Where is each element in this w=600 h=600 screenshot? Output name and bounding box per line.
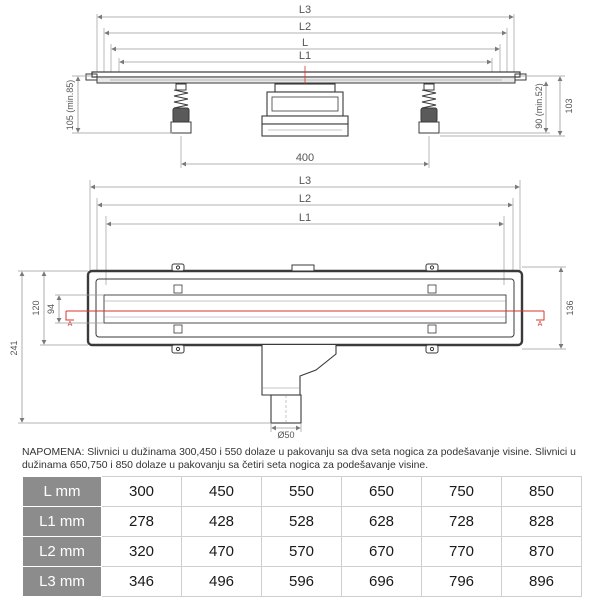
table-cell: 496	[182, 567, 262, 597]
note-text: NAPOMENA: Slivnici u dužinama 300,450 i 550 dolaze u pakovanju sa dva seta nogica za podešavanje visine. Slivnici u dužinama 650,750 i 850 dolaze u pakovanju sa četiri seta nogica za podešavanje visine.	[22, 447, 576, 471]
label-120: 120	[31, 300, 41, 316]
table-cell: 728	[422, 507, 502, 537]
adjustable-foot-right	[419, 84, 439, 133]
dimension-l1-top	[119, 50, 492, 72]
dimension-height-right	[440, 76, 574, 136]
label-l: L	[301, 37, 309, 49]
row-header: L mm	[23, 477, 102, 507]
adjustable-foot-left	[171, 84, 191, 133]
row-header: L3 mm	[23, 567, 102, 597]
dimension-foot-spacing	[181, 136, 429, 168]
table-cell: 628	[342, 507, 422, 537]
dimension-l2-plan	[97, 193, 513, 272]
label-plan-l1: L1	[298, 212, 312, 224]
label-l2: L2	[298, 21, 312, 33]
label-height-right-outer: 103	[564, 98, 574, 114]
table-cell: 450	[182, 477, 262, 507]
dimension-height-left	[65, 76, 172, 133]
label-l1: L1	[298, 50, 312, 62]
row-header: L1 mm	[23, 507, 102, 537]
label-plan-l2: L2	[298, 193, 312, 205]
table-cell: 870	[502, 537, 582, 567]
label-plan-l3: L3	[298, 175, 312, 187]
table-cell: 278	[102, 507, 182, 537]
table-row	[23, 567, 582, 597]
plan-view	[9, 175, 575, 440]
table-cell: 528	[262, 507, 342, 537]
table-cell: 770	[422, 537, 502, 567]
label-height-left: 105 (min.85)	[65, 79, 75, 131]
table-cell: 570	[262, 537, 342, 567]
dimension-plan-right	[522, 267, 575, 349]
table-cell: 670	[342, 537, 422, 567]
table-cell: 896	[502, 567, 582, 597]
table-cell: 320	[102, 537, 182, 567]
row-header: L2 mm	[23, 537, 102, 567]
table-row	[23, 477, 582, 507]
label-outlet: Ø50	[277, 430, 295, 440]
outlet-pipe	[262, 345, 336, 423]
channel-outer-frame	[88, 271, 522, 345]
table-cell: 750	[422, 477, 502, 507]
table-row	[23, 507, 582, 537]
label-section-a-left: A	[67, 321, 73, 328]
label-l3: L3	[298, 4, 312, 16]
mounting-lugs	[172, 264, 438, 353]
side-view	[65, 4, 574, 168]
label-241: 241	[9, 340, 19, 356]
label-94: 94	[46, 303, 56, 315]
dimension-l1-plan	[106, 212, 504, 285]
table-cell: 828	[502, 507, 582, 537]
table-cell: 346	[102, 567, 182, 597]
section-line-a	[66, 311, 544, 328]
outlet-siphon-side	[262, 84, 348, 136]
table-cell: 796	[422, 567, 502, 597]
table-cell: 300	[102, 477, 182, 507]
table-row	[23, 537, 582, 567]
label-section-a-right: A	[537, 321, 543, 328]
table-cell: 650	[342, 477, 422, 507]
table-cell: 850	[502, 477, 582, 507]
table-cell: 470	[182, 537, 262, 567]
dimension-outlet	[271, 423, 301, 440]
channel-inner-frame	[96, 279, 514, 337]
table-cell: 696	[342, 567, 422, 597]
table-cell: 428	[182, 507, 262, 537]
label-foot-spacing: 400	[295, 152, 315, 164]
label-height-right-inner: 90 (min.52)	[534, 83, 544, 129]
grate	[104, 295, 506, 323]
dimension-plan-left	[9, 271, 271, 423]
table-cell: 550	[262, 477, 342, 507]
label-136: 136	[565, 300, 575, 316]
table-cell: 596	[262, 567, 342, 597]
dimensions-table	[22, 476, 582, 597]
